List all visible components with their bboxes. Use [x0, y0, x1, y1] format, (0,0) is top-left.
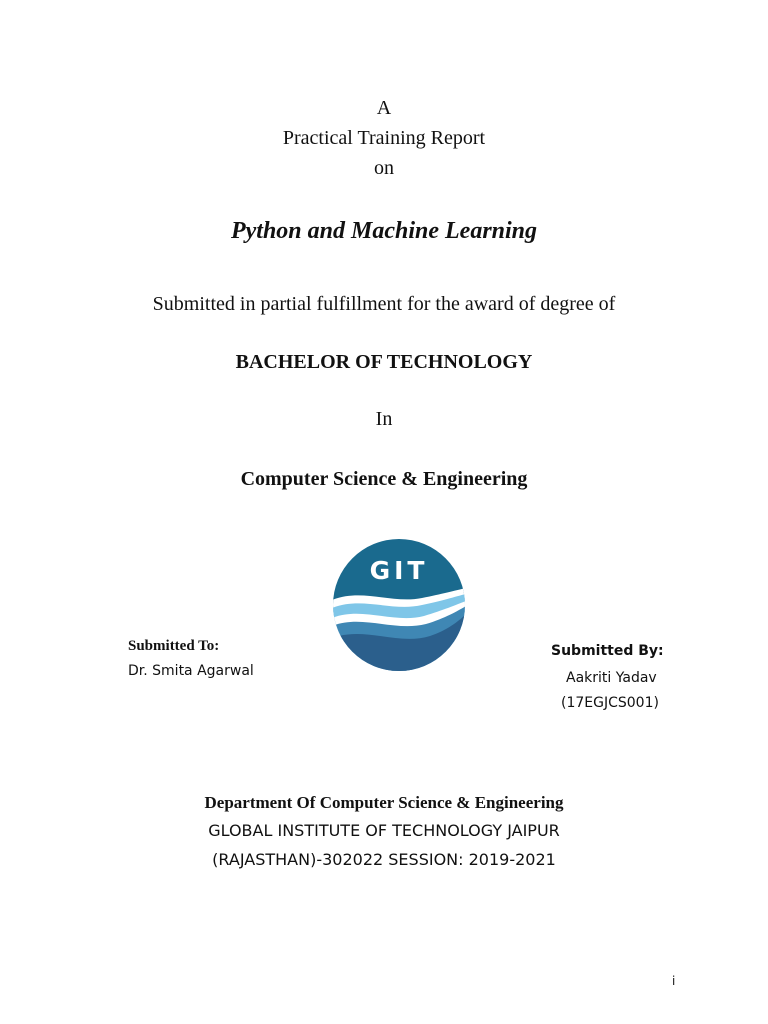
title-preposition: on — [374, 157, 394, 179]
submission-statement: Submitted in partial fulfillment for the award of degree of — [152, 293, 616, 315]
report-subject-title: Python and Machine Learning — [230, 218, 538, 244]
branch-name: Computer Science & Engineering — [240, 468, 528, 490]
logo-text: GIT — [369, 556, 429, 585]
degree-name: BACHELOR OF TECHNOLOGY — [235, 351, 533, 373]
git-logo — [332, 538, 466, 672]
supervisor-name: Dr. Smita Agarwal — [128, 663, 254, 679]
submitted-to-heading: Submitted To: — [128, 638, 220, 654]
institute-name: GLOBAL INSTITUTE OF TECHNOLOGY JAIPUR — [208, 821, 560, 840]
institute-location-session: (RAJASTHAN)-302022 SESSION: 2019-2021 — [212, 850, 556, 869]
page-number: i — [672, 974, 676, 988]
department-name: Department Of Computer Science & Engineering — [204, 793, 564, 812]
student-roll-number: (17EGJCS001) — [561, 695, 659, 711]
student-name: Aakriti Yadav — [566, 670, 657, 686]
title-article: A — [376, 97, 392, 119]
submitted-by-heading: Submitted By: — [551, 643, 664, 659]
degree-preposition: In — [375, 408, 393, 430]
report-type-title: Practical Training Report — [282, 127, 486, 149]
